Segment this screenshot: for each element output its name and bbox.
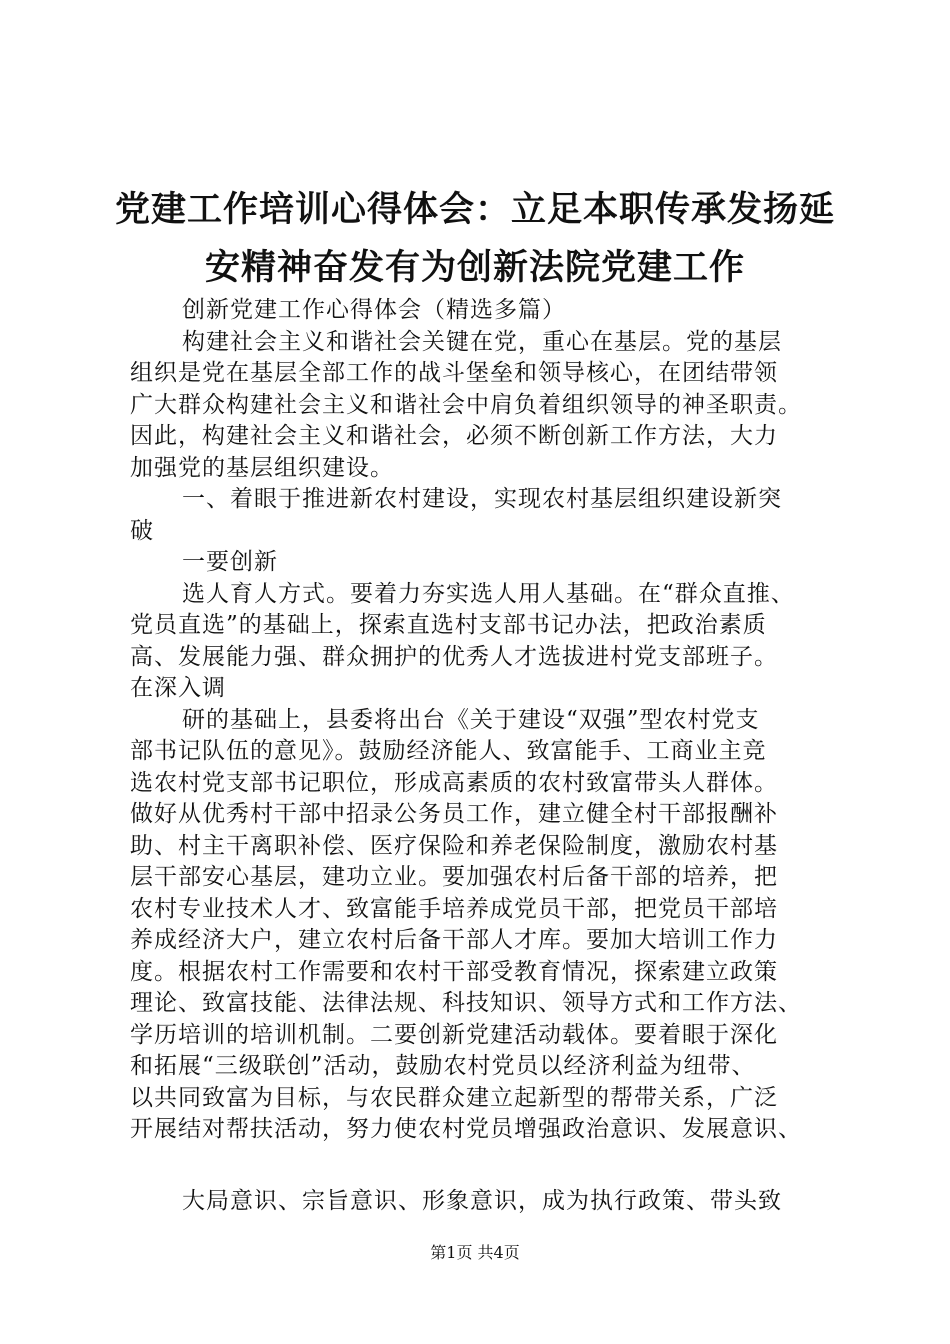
document-title-line-2: 安精神奋发有为创新法院党建工作 <box>204 248 745 288</box>
text-line: 做好从优秀村干部中招录公务员工作，建立健全村干部报酬补 <box>130 801 778 827</box>
text-line: 党员直选”的基础上，探索直选村支部书记办法，把政治素质 <box>130 612 767 638</box>
text-line: 养成经济大户，建立农村后备干部人才库。要加大培训工作力 <box>130 927 778 953</box>
text-line: 高、发展能力强、群众拥护的优秀人才选拔进村党支部班子。 <box>130 643 778 670</box>
text-line: 选农村党支部书记职位，形成高素质的农村致富带头人群体。 <box>130 769 778 796</box>
text-line: 构建社会主义和谐社会关键在党，重心在基层。党的基层 <box>182 328 782 355</box>
text-line: 学历培训的培训机制。二要创新党建活动载体。要着眼于深化 <box>130 1021 778 1048</box>
text-line: 破 <box>130 517 154 544</box>
text-line: 组织是党在基层全部工作的战斗堡垒和领导核心，在团结带领 <box>130 360 778 386</box>
text-line: 和拓展“三级联创”活动，鼓励农村党员以经济利益为纽带、 <box>130 1053 756 1079</box>
text-line: 选人育人方式。要着力夯实选人用人基础。在“群众直推、 <box>182 580 795 607</box>
text-line: 度。根据农村工作需要和农村干部受教育情况，探索建立政策 <box>130 958 778 985</box>
text-line: 以共同致富为目标，与农民群众建立起新型的帮带关系，广泛 <box>130 1084 778 1111</box>
text-line: 在深入调 <box>130 675 226 701</box>
paragraph-gap <box>130 1146 850 1186</box>
text-line: 创新党建工作心得体会（精选多篇） <box>182 297 566 323</box>
text-line: 研的基础上，县委将出台《关于建设“双强”型农村党支 <box>182 706 760 733</box>
page-footer: 第1页 共4页 <box>430 1243 520 1262</box>
text-line-continued: 大局意识、宗旨意识、形象意识，成为执行政策、带头致 <box>182 1187 782 1214</box>
text-line: 加强党的基层组织建设。 <box>130 454 394 481</box>
text-line: 广大群众构建社会主义和谐社会中肩负着组织领导的神圣职责。 <box>130 391 802 418</box>
text-line: 助、村主干离职补偿、医疗保险和养老保险制度，激励农村基 <box>130 832 778 859</box>
text-line: 部书记队伍的意见》。鼓励经济能人、致富能手、工商业主竞 <box>130 738 767 764</box>
text-line: 层干部安心基层，建功立业。要加强农村后备干部的培养，把 <box>130 864 778 890</box>
text-line: 理论、致富技能、法律法规、科技知识、领导方式和工作方法、 <box>130 990 802 1016</box>
document-title-line-1: 党建工作培训心得体会：立足本职传承发扬延 <box>114 190 835 230</box>
text-line: 农村专业技术人才、致富能手培养成党员干部，把党员干部培 <box>130 895 778 922</box>
text-line: 因此，构建社会主义和谐社会，必须不断创新工作方法，大力 <box>130 423 778 449</box>
text-line: 一要创新 <box>182 549 278 575</box>
text-line: 开展结对帮扶活动，努力使农村党员增强政治意识、发展意识、 <box>130 1116 802 1142</box>
document-body <box>130 295 850 1217</box>
text-line: 一、着眼于推进新农村建设，实现农村基层组织建设新突 <box>182 486 782 512</box>
